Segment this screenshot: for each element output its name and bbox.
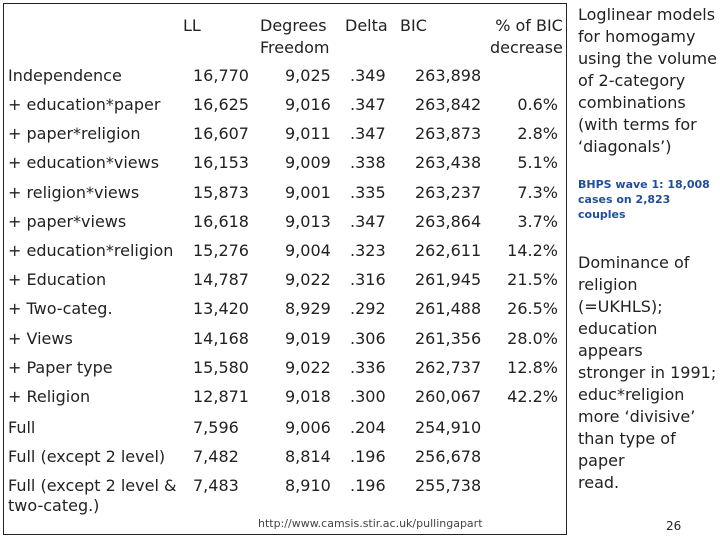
row-label: + paper*religion [8,124,141,143]
cell-delta: .306 [350,329,386,348]
row-label: + education*paper [8,95,161,114]
cell-pct: 2.8% [517,124,558,143]
cell-ll: 15,580 [193,358,249,377]
cell-ll: 13,420 [193,299,249,318]
cell-pct: 3.7% [517,212,558,231]
table-row [0,270,564,296]
cell-bic: 262,611 [415,241,482,260]
cell-bic: 256,678 [415,447,482,466]
side-title-line: for homogamy [578,27,696,46]
row-label: + Education [8,270,107,289]
cell-delta: .323 [350,241,386,260]
cell-delta: .300 [350,387,386,406]
row-label: + Paper type [8,358,113,377]
cell-bic: 263,864 [415,212,482,231]
row-label: Full (except 2 level & [8,476,177,495]
header-df-line2: Freedom [260,38,330,57]
table-row [0,299,564,325]
row-label: Full (except 2 level) [8,447,166,466]
table-row [0,124,564,150]
table-row [0,329,564,355]
header-bic [400,15,427,37]
cell-ll: 7,596 [193,418,239,437]
findings-line: than type of paper [578,429,676,470]
cell-bic: 263,237 [415,183,482,202]
page-number: 26 [666,519,682,533]
row-label: + Two-categ. [8,299,113,318]
cell-pct: 42.2% [507,387,558,406]
cell-ll: 15,276 [193,241,249,260]
cell-df: 8,814 [285,447,331,466]
side-title-line: Loglinear models [578,5,716,24]
cell-ll: 16,625 [193,95,249,114]
table-row [0,447,564,473]
side-title-line: using the volume [578,49,717,68]
sample-note [578,177,720,222]
row-label: + paper*views [8,212,127,231]
table-row [0,212,564,238]
table-row [0,241,564,267]
cell-delta: .347 [350,212,386,231]
cell-pct: 14.2% [507,241,558,260]
cell-pct: 21.5% [507,270,558,289]
row-label: Full [8,418,36,437]
findings-line: educ*religion [578,385,685,404]
cell-df: 9,022 [285,358,331,377]
table-row [0,387,564,413]
side-title [578,4,720,158]
cell-bic: 262,737 [415,358,482,377]
cell-delta: .204 [350,418,386,437]
cell-delta: .196 [350,447,386,466]
row-label: + religion*views [8,183,140,202]
findings-line: education appears [578,319,658,360]
cell-df: 9,025 [285,66,331,85]
table-row [0,153,564,179]
cell-ll: 7,482 [193,447,239,466]
side-title-line: ‘diagonals’) [578,137,672,156]
cell-df: 8,910 [285,476,331,495]
row-label: + education*views [8,153,160,172]
findings-line: stronger in 1991; [578,363,717,382]
header-df-line1: Degrees [260,16,327,35]
cell-ll: 7,483 [193,476,239,495]
header-bic-text: BIC [400,16,427,35]
cell-bic: 261,945 [415,270,482,289]
header-ll-text: LL [183,16,201,35]
cell-df: 8,929 [285,299,331,318]
cell-ll: 14,168 [193,329,249,348]
table-row [0,183,564,209]
side-title-line: combinations [578,93,686,112]
table-row [0,476,564,515]
header-pct-line2: decrease [490,38,563,57]
row-label: + Views [8,329,73,348]
cell-df: 9,018 [285,387,331,406]
cell-delta: .347 [350,95,386,114]
cell-ll: 12,871 [193,387,249,406]
header-delta [345,15,388,37]
cell-delta: .316 [350,270,386,289]
cell-bic: 255,738 [415,476,482,495]
source-url[interactable]: http://www.camsis.stir.ac.uk/pullingapart [258,517,483,530]
row-label: Independence [8,66,122,85]
cell-pct: 7.3% [517,183,558,202]
cell-bic: 260,067 [415,387,482,406]
cell-delta: .338 [350,153,386,172]
cell-delta: .347 [350,124,386,143]
row-label-continued: two-categ.) [8,496,100,515]
header-degrees-freedom [260,15,329,59]
cell-pct: 12.8% [507,358,558,377]
findings-line: religion (=UKHLS); [578,275,663,316]
cell-ll: 16,153 [193,153,249,172]
cell-df: 9,013 [285,212,331,231]
cell-delta: .196 [350,476,386,495]
cell-pct: 0.6% [517,95,558,114]
table-row [0,66,564,92]
findings-line: read. [578,473,620,492]
cell-pct: 28.0% [507,329,558,348]
findings-note [578,252,720,494]
header-pct-line1: % of BIC [495,16,563,35]
cell-bic: 261,356 [415,329,482,348]
side-title-line: (with terms for [578,115,697,134]
cell-df: 9,004 [285,241,331,260]
row-label: + education*religion [8,241,174,260]
findings-line: more ‘divisive’ [578,407,696,426]
cell-bic: 254,910 [415,418,482,437]
cell-df: 9,016 [285,95,331,114]
cell-df: 9,001 [285,183,331,202]
cell-delta: .335 [350,183,386,202]
cell-pct: 26.5% [507,299,558,318]
cell-df: 9,022 [285,270,331,289]
header-pct-bic [490,15,563,59]
cell-ll: 16,618 [193,212,249,231]
findings-line: Dominance of [578,253,690,272]
cell-bic: 261,488 [415,299,482,318]
cell-df: 9,011 [285,124,331,143]
cell-ll: 16,607 [193,124,249,143]
row-label: + Religion [8,387,91,406]
cell-bic: 263,842 [415,95,482,114]
side-title-line: of 2-category [578,71,686,90]
cell-delta: .292 [350,299,386,318]
cell-delta: .336 [350,358,386,377]
table-row [0,418,564,444]
cell-ll: 16,770 [193,66,249,85]
cell-df: 9,006 [285,418,331,437]
cell-bic: 263,438 [415,153,482,172]
cell-delta: .349 [350,66,386,85]
cell-ll: 15,873 [193,183,249,202]
sample-note-line: cases on 2,823 couples [578,193,671,221]
table-row [0,358,564,384]
header-delta-text: Delta [345,16,388,35]
table-row [0,95,564,121]
cell-ll: 14,787 [193,270,249,289]
cell-bic: 263,873 [415,124,482,143]
sample-note-line: BHPS wave 1: 18,008 [578,178,710,191]
cell-bic: 263,898 [415,66,482,85]
cell-pct: 5.1% [517,153,558,172]
cell-df: 9,019 [285,329,331,348]
cell-df: 9,009 [285,153,331,172]
header-ll [183,15,201,37]
